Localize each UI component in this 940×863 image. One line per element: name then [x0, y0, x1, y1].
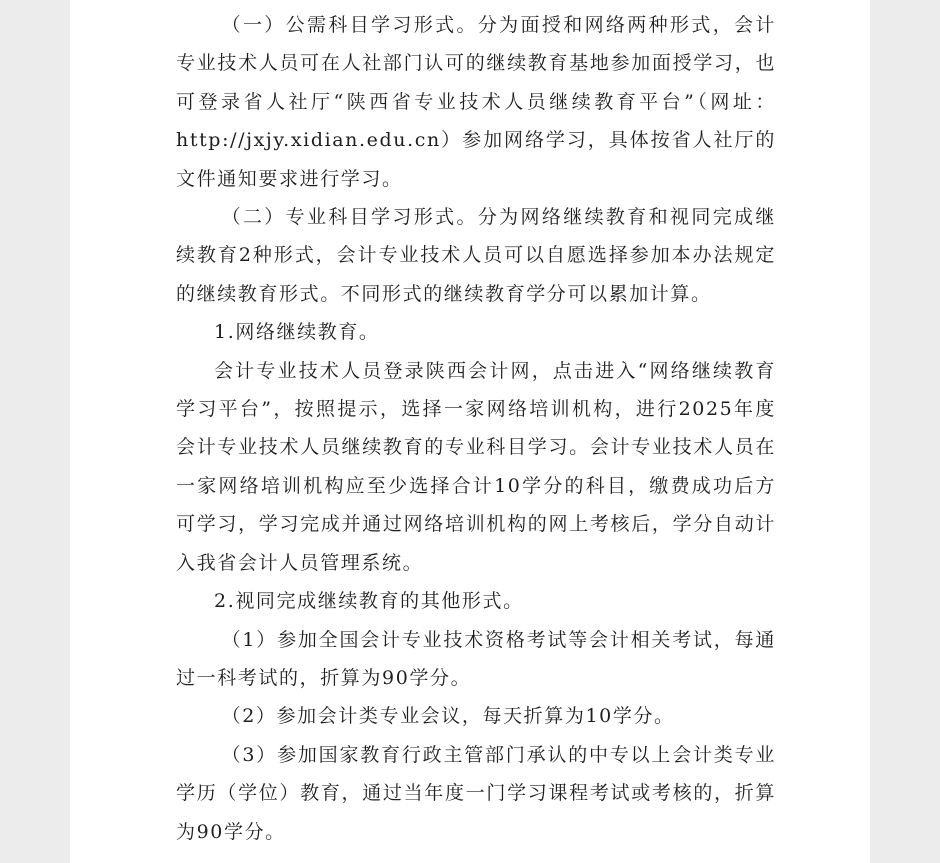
- document-body: [176, 6, 776, 851]
- list-item-degree: （3）参加国家教育行政主管部门承认的中专以上会计类专业学历（学位）教育，通过当年度一门学习课程考试或考核的，折算为90学分。: [176, 743, 776, 843]
- heading-online-education: 1.网络继续教育。: [214, 321, 380, 344]
- paragraph-public-subjects: （一）公需科目学习形式。分为面授和网络两种形式，会计专业技术人员可在人社部门认可的继续教育基地参加面授学习，也可登录省人社厅“陕西省专业技术人员继续教育平台”（网址：http://jxjy.xidian.edu.cn）参加网络学习，具体按省人社厅的文件通知要求进行学习。: [176, 14, 776, 190]
- paragraph-online-education: 会计专业技术人员登录陕西会计网，点击进入“网络继续教育学习平台”，按照提示，选择一家网络培训机构，进行2025年度会计专业技术人员继续教育的专业科目学习。会计专业技术人员在一家网络培训机构应至少选择合计10学分的科目，缴费成功后方可学习，学习完成并通过网络培训机构的网上考核后，学分自动计入我省会计人员管理系统。: [176, 359, 776, 574]
- document-page: [70, 0, 870, 863]
- paragraph-professional-subjects: （二）专业科目学习形式。分为网络继续教育和视同完成继续教育2种形式，会计专业技术人员可以自愿选择参加本办法规定的继续教育形式。不同形式的继续教育学分可以累加计算。: [176, 206, 776, 305]
- heading-other-forms: 2.视同完成继续教育的其他形式。: [214, 590, 524, 613]
- list-item-conference: （2）参加会计类专业会议，每天折算为10学分。: [221, 705, 675, 728]
- list-item-exam: （1）参加全国会计专业技术资格考试等会计相关考试，每通过一科考试的，折算为90学分。: [176, 628, 776, 689]
